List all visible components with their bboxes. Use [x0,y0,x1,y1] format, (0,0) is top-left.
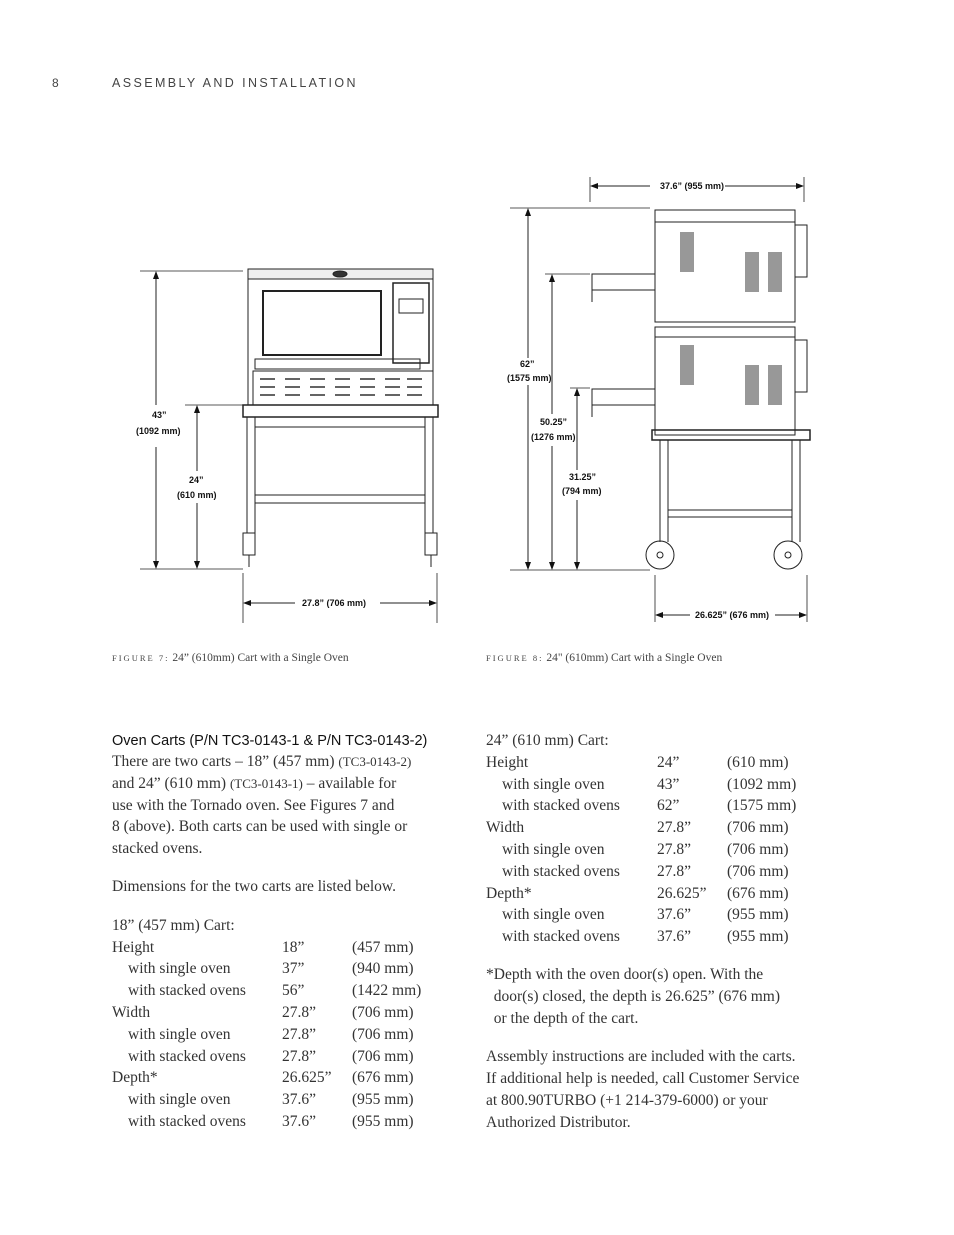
row-mm: (706 mm) [352,1025,414,1043]
row-label: with single oven [502,775,605,793]
row-label: with stacked ovens [502,862,620,880]
row-inches: 37.6” [282,1091,317,1109]
table-row [112,980,472,1002]
fig8-height-total-in: 62” [520,359,535,369]
row-mm: (676 mm) [352,1069,414,1087]
row-label: with stacked ovens [502,928,620,946]
figure-8-caption-text: 24" (610mm) Cart with a Single Oven [546,652,723,664]
row-label: with single oven [502,906,605,924]
table-row [112,1111,472,1133]
fig7-height-total-in: 43” [152,410,167,420]
figure-7-caption-text: 24” (610mm) Cart with a Single Oven [172,652,349,664]
row-inches: 62” [657,797,680,815]
row-mm: (1575 mm) [727,797,797,815]
cart-24-table [486,752,846,948]
table-row [486,861,846,883]
fig7-height-total-mm: (1092 mm) [136,426,181,436]
table-row [112,958,472,980]
section-title: ASSEMBLY AND INSTALLATION [112,76,358,90]
fig7-width: 27.8” (706 mm) [302,598,367,608]
row-mm: (706 mm) [352,1047,414,1065]
cart-24-title: 24” (610 mm) Cart: [486,732,609,749]
table-row [112,1002,472,1024]
row-inches: 27.8” [657,862,692,880]
row-inches: 37” [282,960,305,978]
figure-8-caption-label: FIGURE 8: [486,653,544,663]
table-row [486,904,846,926]
row-inches: 27.8” [282,1003,317,1021]
table-row [112,1089,472,1111]
table-row [112,1024,472,1046]
figure-8-caption [486,652,722,664]
fig8-height-low-in: 31.25” [569,472,597,482]
row-mm: (955 mm) [727,906,789,924]
row-mm: (610 mm) [727,753,789,771]
fig8-height-mid-in: 50.25” [540,417,568,427]
fig7-height-cart-mm: (610 mm) [177,490,217,500]
cart-18-title: 18” (457 mm) Cart: [112,916,235,934]
figure-7-caption [112,652,349,664]
footnote-line-1: *Depth with the oven door(s) open. With the [486,966,764,984]
fig8-height-low-mm: (794 mm) [562,486,602,496]
row-label: Height [486,753,529,771]
intro-text-4: use with the Tornado oven. See Figures 7 and [112,796,395,814]
fig8-depth-bottom: 26.625” (676 mm) [695,610,770,620]
figure-8-drawing [500,170,820,630]
row-mm: (1422 mm) [352,982,422,1000]
cart-18-table [112,937,472,1133]
row-mm: (706 mm) [727,862,789,880]
table-row [112,937,472,959]
intro-text-6: stacked ovens. [112,840,203,858]
intro-text-1: There are two carts – 18” (457 mm) [112,753,339,770]
footnote-line-2: door(s) closed, the depth is 26.625” (676 mm) [493,988,781,1006]
row-mm: (706 mm) [352,1003,414,1021]
intro-text-3: – available for [302,774,397,792]
fig8-height-mid-mm: (1276 mm) [531,432,576,442]
row-mm: (955 mm) [352,1112,414,1130]
fig7-height-cart-in: 24” [189,475,204,485]
row-label: with stacked ovens [128,982,246,1000]
fig8-height-total-mm: (1575 mm) [507,373,552,383]
row-inches: 27.8” [657,840,692,858]
row-inches: 37.6” [657,906,692,924]
assembly-line-1: Assembly instructions are included with the carts. [486,1048,796,1066]
assembly-paragraph [486,1046,846,1133]
fig8-depth-top: 37.6” (955 mm) [660,181,725,191]
section-heading: Oven Carts (P/N TC3-0143-1 & P/N TC3-0143-2) [112,733,428,749]
assembly-line-4: Authorized Distributor. [486,1113,631,1131]
row-inches: 18” [282,938,305,956]
row-label: Depth* [486,884,532,902]
row-label: with stacked ovens [502,797,620,815]
table-row [486,839,846,861]
row-mm: (706 mm) [727,819,789,837]
intro-paragraph [112,751,472,860]
dimensions-intro: Dimensions for the two carts are listed below. [112,878,396,896]
intro-text-5: 8 (above). Both carts can be used with single or [112,818,408,836]
row-label: with single oven [128,960,231,978]
figure-7-drawing [135,255,455,627]
table-row [486,817,846,839]
table-row [486,752,846,774]
part-number-18: (TC3-0143-2) [338,754,412,769]
row-inches: 24” [657,753,680,771]
row-label: Width [112,1003,151,1021]
footnote-line-3: or the depth of the cart. [493,1010,639,1028]
row-inches: 27.8” [282,1047,317,1065]
row-label: with stacked ovens [128,1047,246,1065]
assembly-line-2: If additional help is needed, call Customer Service [486,1070,800,1088]
assembly-line-3: at 800.90TURBO (+1 214-379-6000) or your [486,1091,768,1109]
table-row [486,774,846,796]
figure-7-caption-label: FIGURE 7: [112,653,170,663]
row-inches: 27.8” [282,1025,317,1043]
page-number: 8 [52,76,60,90]
row-mm: (955 mm) [352,1091,414,1109]
right-column [486,730,846,1134]
row-label: with single oven [502,840,605,858]
row-inches: 56” [282,982,305,1000]
row-label: Width [486,819,525,837]
row-inches: 26.625” [282,1069,332,1087]
row-mm: (706 mm) [727,840,789,858]
row-inches: 26.625” [657,884,707,902]
row-label: with single oven [128,1025,231,1043]
row-label: Depth* [112,1069,158,1087]
row-mm: (940 mm) [352,960,414,978]
part-number-24: (TC3-0143-1) [229,775,303,791]
row-label: with single oven [128,1091,231,1109]
intro-text-2: and 24” (610 mm) [112,774,230,792]
row-inches: 43” [657,775,680,793]
row-label: with stacked ovens [128,1112,246,1130]
table-row [486,883,846,905]
row-inches: 37.6” [657,928,692,946]
table-row [486,795,846,817]
row-mm: (676 mm) [727,884,789,902]
left-column [112,731,472,1133]
table-row [486,926,846,948]
row-inches: 27.8” [657,819,692,837]
row-inches: 37.6” [282,1112,317,1130]
table-row [112,1067,472,1089]
table-row [112,1046,472,1068]
row-mm: (1092 mm) [727,775,797,793]
row-mm: (457 mm) [352,938,414,956]
row-label: Height [112,938,155,956]
row-mm: (955 mm) [727,928,789,946]
depth-footnote [486,964,846,1029]
